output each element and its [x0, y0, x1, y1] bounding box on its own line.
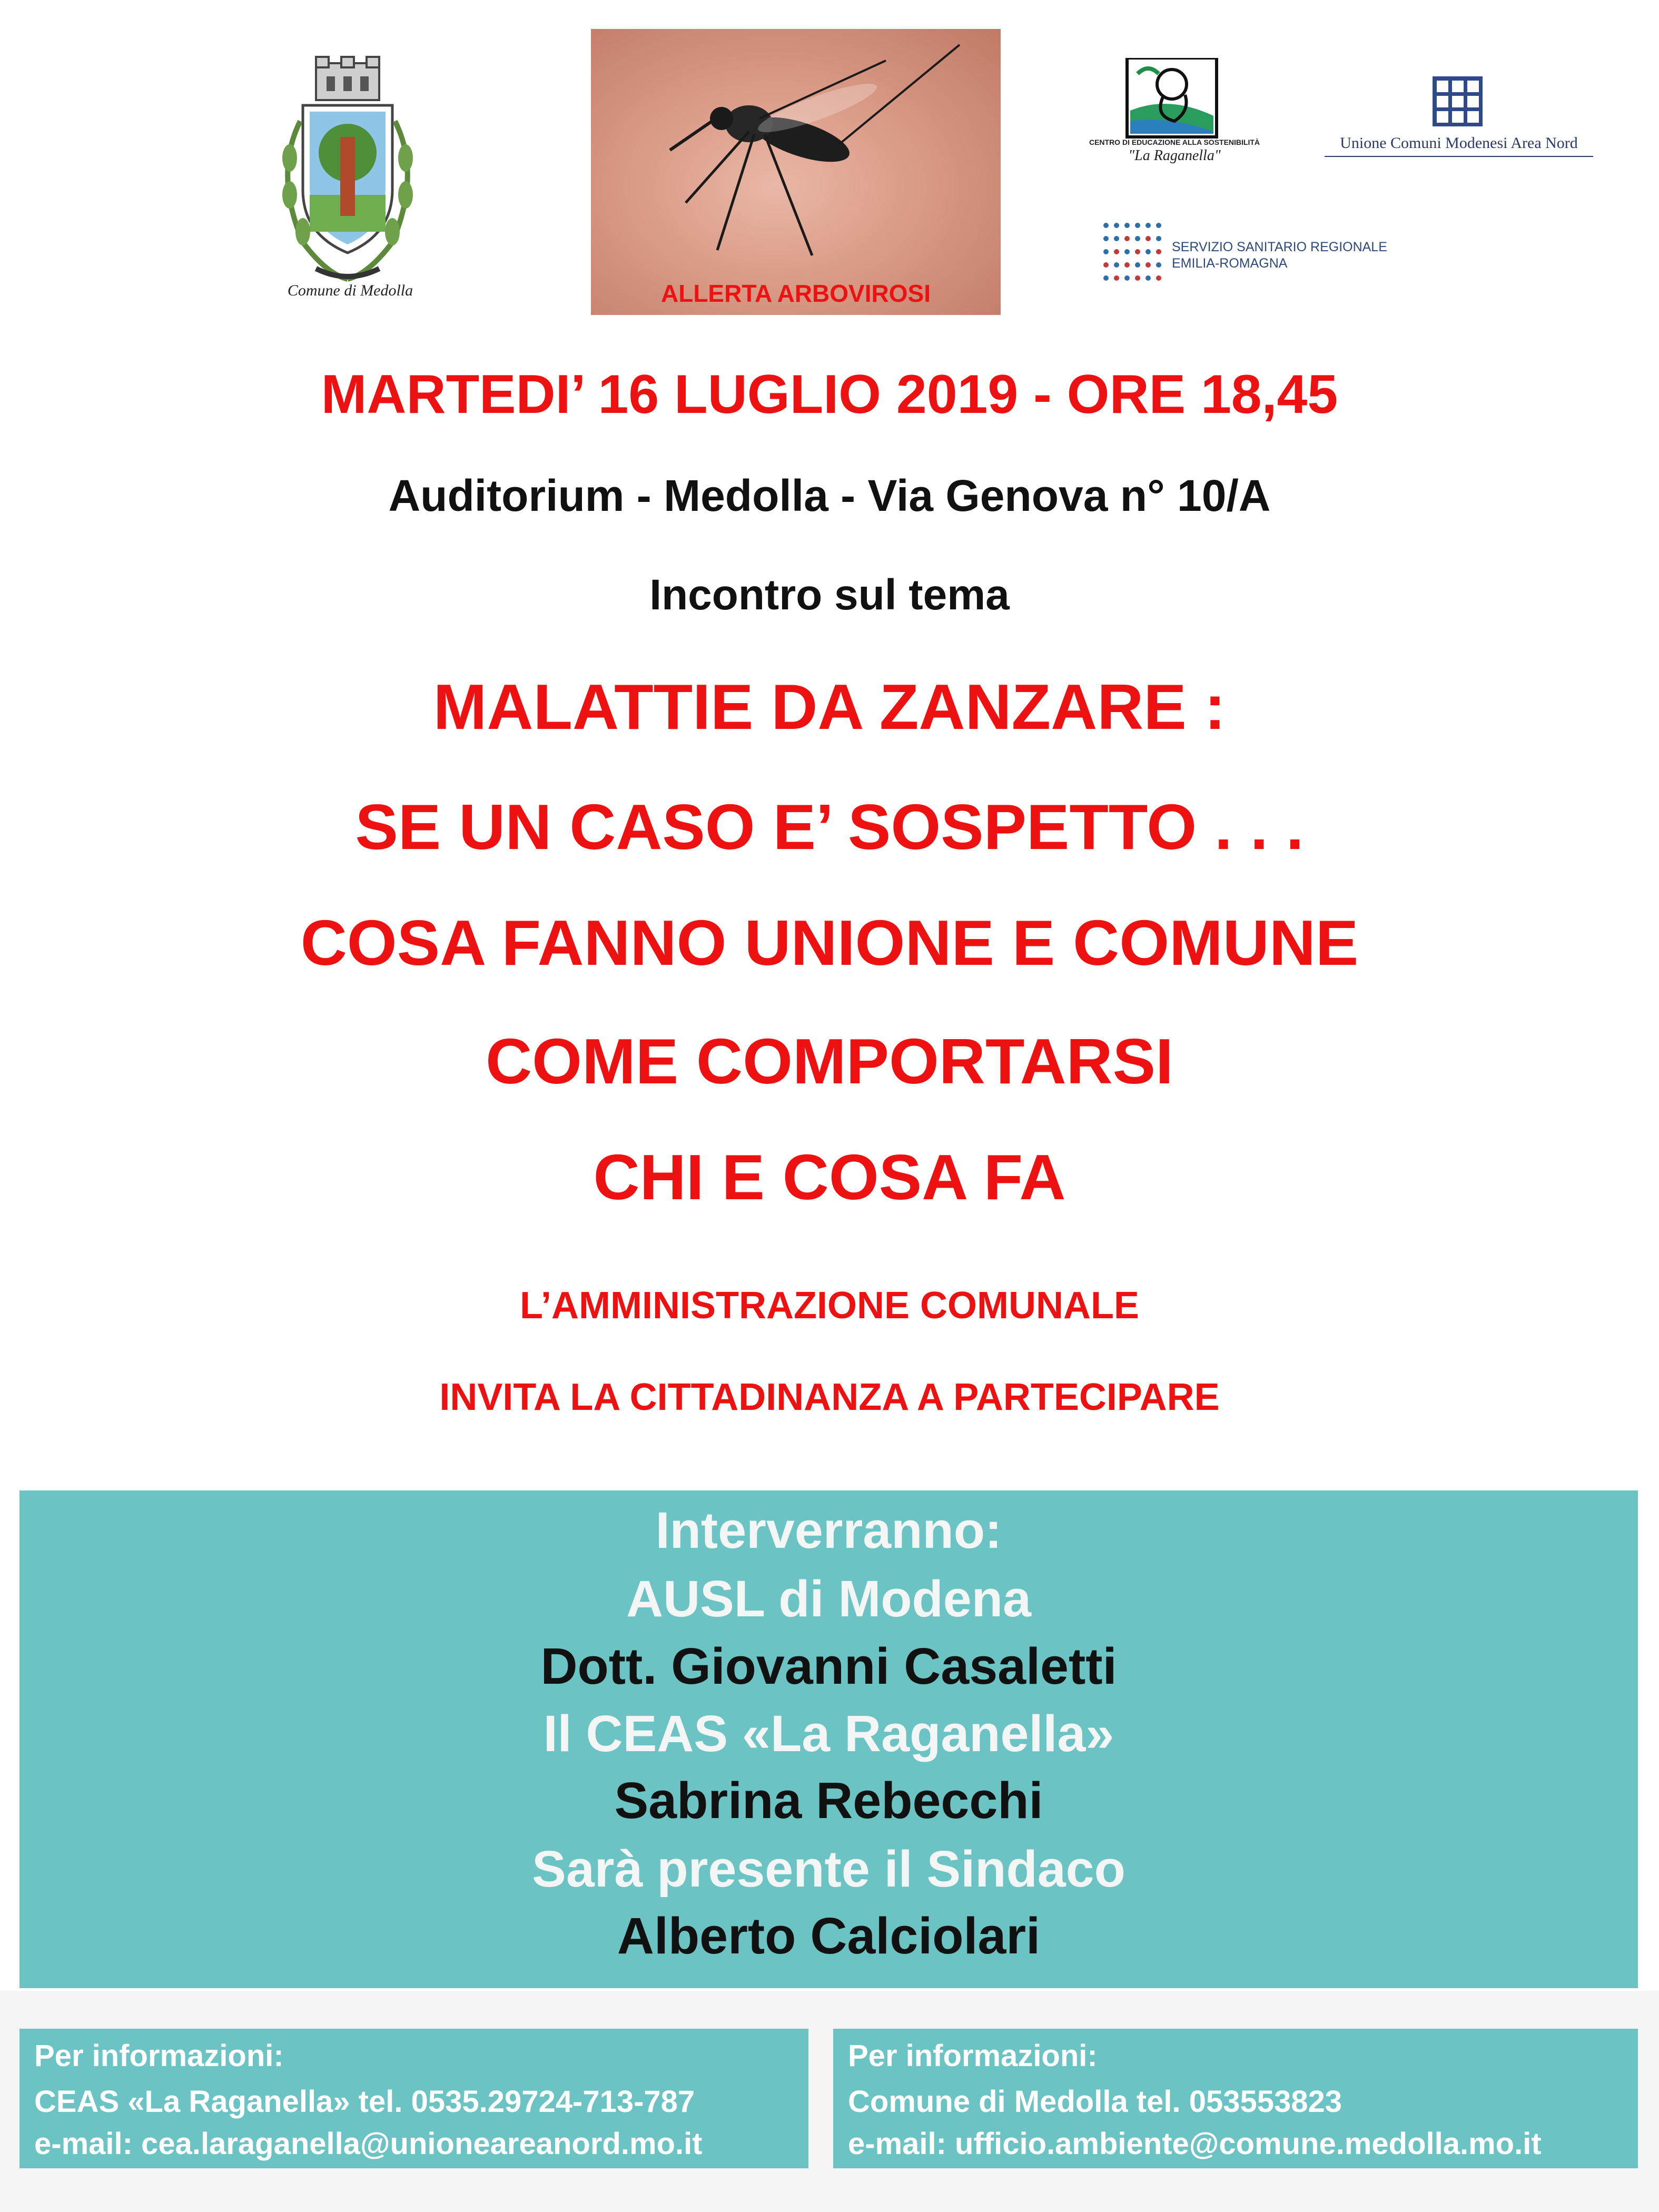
info-box-comune — [833, 2029, 1638, 2168]
unione-comuni-logo — [1433, 76, 1483, 126]
speaker-org-ceas: Il CEAS «La Raganella» — [543, 1705, 1114, 1762]
mosquito-icon — [591, 29, 1001, 315]
topic-line-4: COME COMPORTARSI — [486, 1025, 1173, 1097]
speaker-name-calciolari: Alberto Calciolari — [617, 1907, 1041, 1964]
topic-line-3: COSA FANNO UNIONE E COMUNE — [300, 907, 1359, 979]
allerta-arbovirosi-label: ALLERTA ARBOVIROSI — [661, 280, 931, 307]
info-ceas-title: Per informazioni: — [34, 2039, 284, 2073]
unione-comuni-text: Unione Comuni Modenesi Area Nord — [1340, 134, 1578, 152]
mosquito-photo — [591, 29, 1001, 315]
servizio-sanitario-line1: SERVIZIO SANITARIO REGIONALE — [1172, 240, 1387, 254]
speaker-name-casaletti: Dott. Giovanni Casaletti — [540, 1637, 1117, 1695]
invite-line-2: INVITA LA CITTADINANZA A PARTECIPARE — [439, 1376, 1220, 1418]
servizio-sanitario-logo — [1101, 220, 1164, 286]
speaker-role-sindaco: Sarà presente il Sindaco — [532, 1840, 1125, 1898]
event-place: Auditorium - Medolla - Via Genova n° 10/A — [388, 471, 1271, 520]
speakers-box — [19, 1490, 1638, 1988]
speakers-heading: Interverranno: — [655, 1502, 1002, 1559]
servizio-sanitario-line2: EMILIA-ROMAGNA — [1172, 256, 1288, 271]
topic-line-1: MALATTIE DA ZANZARE : — [433, 671, 1226, 743]
info-comune-title: Per informazioni: — [848, 2039, 1098, 2073]
topic-line-2: SE UN CASO E’ SOSPETTO . . . — [355, 791, 1304, 863]
comune-medolla-coat-of-arms — [253, 53, 442, 305]
info-ceas-phone: CEAS «La Raganella» tel. 0535.29724-713-787 — [34, 2085, 695, 2119]
speaker-name-rebecchi: Sabrina Rebecchi — [614, 1772, 1043, 1829]
raganella-subtitle: CENTRO DI EDUCAZIONE ALLA SOSTENIBILITÀ — [1089, 138, 1260, 146]
event-intro: Incontro sul tema — [649, 571, 1010, 619]
unione-underline — [1325, 156, 1593, 157]
speaker-org-ausl: AUSL di Modena — [626, 1570, 1031, 1627]
raganella-name: "La Raganella" — [1128, 147, 1221, 164]
info-comune-email: e-mail: ufficio.ambiente@comune.medolla.mo.it — [848, 2127, 1542, 2161]
info-box-ceas — [19, 2029, 808, 2168]
info-ceas-email: e-mail: cea.laraganella@unioneareanord.mo.it — [34, 2127, 703, 2161]
coat-of-arms-caption: Comune di Medolla — [287, 282, 413, 299]
info-comune-phone: Comune di Medolla tel. 053553823 — [848, 2085, 1342, 2119]
event-date: MARTEDI’ 16 LUGLIO 2019 - ORE 18,45 — [321, 364, 1338, 425]
invite-line-1: L’AMMINISTRAZIONE COMUNALE — [520, 1285, 1139, 1327]
topic-line-5: CHI E COSA FA — [593, 1141, 1066, 1213]
